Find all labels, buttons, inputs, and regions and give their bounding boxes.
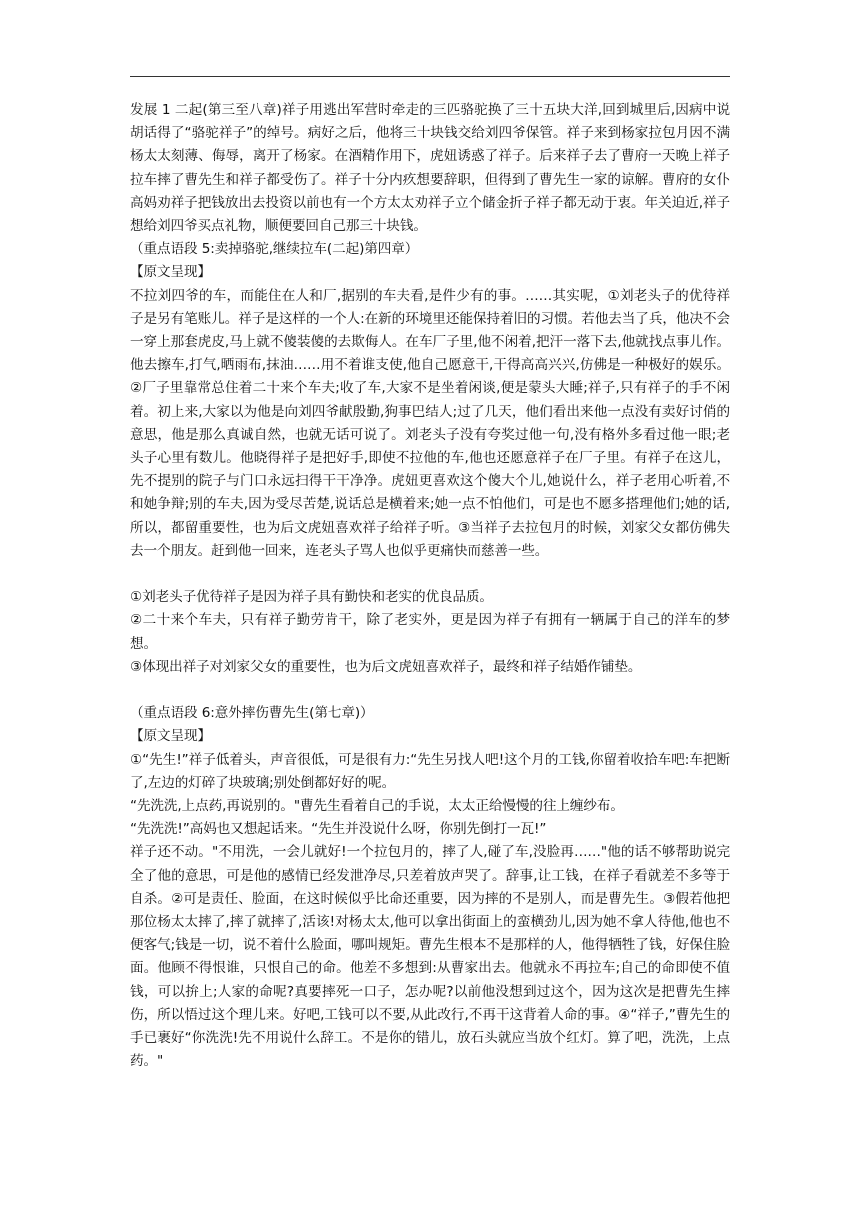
original-text-label: 【原文呈现】 xyxy=(130,728,211,745)
paragraph-gap xyxy=(130,563,730,586)
paragraph-dialogue-1: ①“先生!”祥子低着头，声音很低，可是很有力:“先生另找人吧!这个月的工钱,你留着收拾车吧:车把断了,左边的灯碎了块玻璃;别处倒都好好的呢。 xyxy=(130,751,730,791)
paragraph-dialogue-2: “先洗洗,上点药,再说别的。"曹先生看着自己的手说，太太正给慢慢的往上缠纱布。 xyxy=(130,798,624,815)
analysis-point-3: ③体现出祥子对刘家父女的重要性，也为后文虎妞喜欢祥子，最终和祥子结婚作铺垫。 xyxy=(130,658,642,675)
paragraph-dialogue-3: “先洗洗!”高妈也又想起话来。“先生并没说什么呀，你别先倒打一瓦!” xyxy=(130,821,547,838)
analysis-point-2: ②二十来个车夫，只有祥子勤劳肯干，除了老实外，更是因为祥子有拥有一辆属于自己的洋车的梦想。 xyxy=(130,612,730,652)
paragraph-gap xyxy=(130,679,730,702)
original-text-label: 【原文呈现】 xyxy=(130,264,211,281)
analysis-point-1: ①刘老头子优待祥子是因为祥子具有勤快和老实的优良品质。 xyxy=(130,589,493,606)
document-body xyxy=(130,99,730,1074)
paragraph-synopsis: 发展 1 二起(第三至八章)祥子用逃出军营时牵走的三匹骆驼换了三十五块大洋,回到城里后,因病中说胡话得了“骆驼祥子”的绰号。病好之后，他将三十块钱交给刘四爷保管。祥子来到杨家拉包月因不满杨太太刻薄、侮辱，离开了杨家。在酒精作用下，虎妞诱惑了祥子。后来祥子去了曹府一天晚上祥子拉车摔了曹先生和祥子都受伤了。祥子十分内疚想要辞职，但得到了曹先生一家的谅解。曹府的女仆高妈劝祥子把钱放出去投资以前也有一个方太太劝祥子立个储金折子祥子都无动于衷。年关迫近,祥子想给刘四爷买点礼物，顺便要回自己那三十块钱。 xyxy=(130,102,730,235)
section-heading-5: （重点语段 5:卖掉骆驼,继续拉车(二起)第四章） xyxy=(130,241,419,258)
paragraph-original-text-5: 不拉刘四爷的车，而能住在人和厂,据别的车夫看,是件少有的事。……其实呢，①刘老头子的优待祥子是另有笔账儿。祥子是这样的一个人:在新的环境里还能保持着旧的习惯。若他去当了兵，他决不会一穿上那套虎皮,马上就不傻装傻的去欺侮人。在车厂子里,他不闲着,把汗一落下去,他就找点事儿作。他去擦车,打气,晒雨布,抹油……用不着谁支使,他自己愿意干,干得高高兴兴,仿佛是一种极好的娱乐。②厂子里靠常总住着二十来个车夫;收了车,大家不是坐着闲谈,便是蒙头大睡;祥子,只有祥子的手不闲着。初上来,大家以为他是向刘四爷献殷勤,狗事巴结人;过了几天，他们看出来他一点没有卖好讨俏的意思，他是那么真诚自然，也就无话可说了。刘老头子没有夸奖过他一句,没有格外多看过他一眼;老头子心里有数儿。他晓得祥子是把好手,即使不拉他的车,他也还愿意祥子在厂子里。有祥子在这儿，先不提别的院子与门口永远扫得干干净净。虎妞更喜欢这个傻大个儿,她说什么，祥子老用心听着,不和她争辩;别的车夫,因为受尽苦楚,说话总是横着来;她一点不怕他们，可是也不愿多搭理他们;她的话,所以，都留重要性，也为后文虎妞喜欢祥子给祥子听。③当祥子去拉包月的时候，刘家父女都仿佛失去一个朋友。赶到他一回来，连老头子骂人也似乎更痛快而慈善一些。 xyxy=(130,287,730,559)
section-heading-6: （重点语段 6:意外摔伤曹先生(第七章)） xyxy=(130,705,374,722)
header-rule xyxy=(130,76,730,77)
paragraph-original-text-6: 祥子还不动。"不用洗，一会儿就好!一个拉包月的，摔了人,碰了车,没脸再……"他的话不够帮助说完全了他的意思，可是他的感情已经发泄净尽,只差着放声哭了。辞事,让工钱，在祥子看就差不多等于自杀。②可是责任、脸面，在这时候似乎比命还重要，因为摔的不是别人，而是曹先生。③假若他把那位杨太太摔了,摔了就摔了,活该!对杨太太,他可以拿出街面上的蛮横劲儿,因为她不拿人待他,他也不便客气;钱是一切，说不着什么脸面，哪叫规矩。曹先生根本不是那样的人，他得牺牲了钱，好保住脸面。他顾不得恨谁，只恨自己的命。他差不多想到:从曹家出去。他就永不再拉车;自己的命即使不值钱，可以拚上;人家的命呢?真要摔死一口子，怎办呢?以前他没想到过这个，因为这次是把曹先生摔伤，所以悟过这个理儿来。好吧,工钱可以不要,从此改行,不再干这背着人命的事。④“祥子,”曹先生的手已裹好“你洗洗!先不用说什么辞工。不是你的错儿，放石头就应当放个红灯。算了吧，洗洗，上点药。" xyxy=(130,844,730,1070)
